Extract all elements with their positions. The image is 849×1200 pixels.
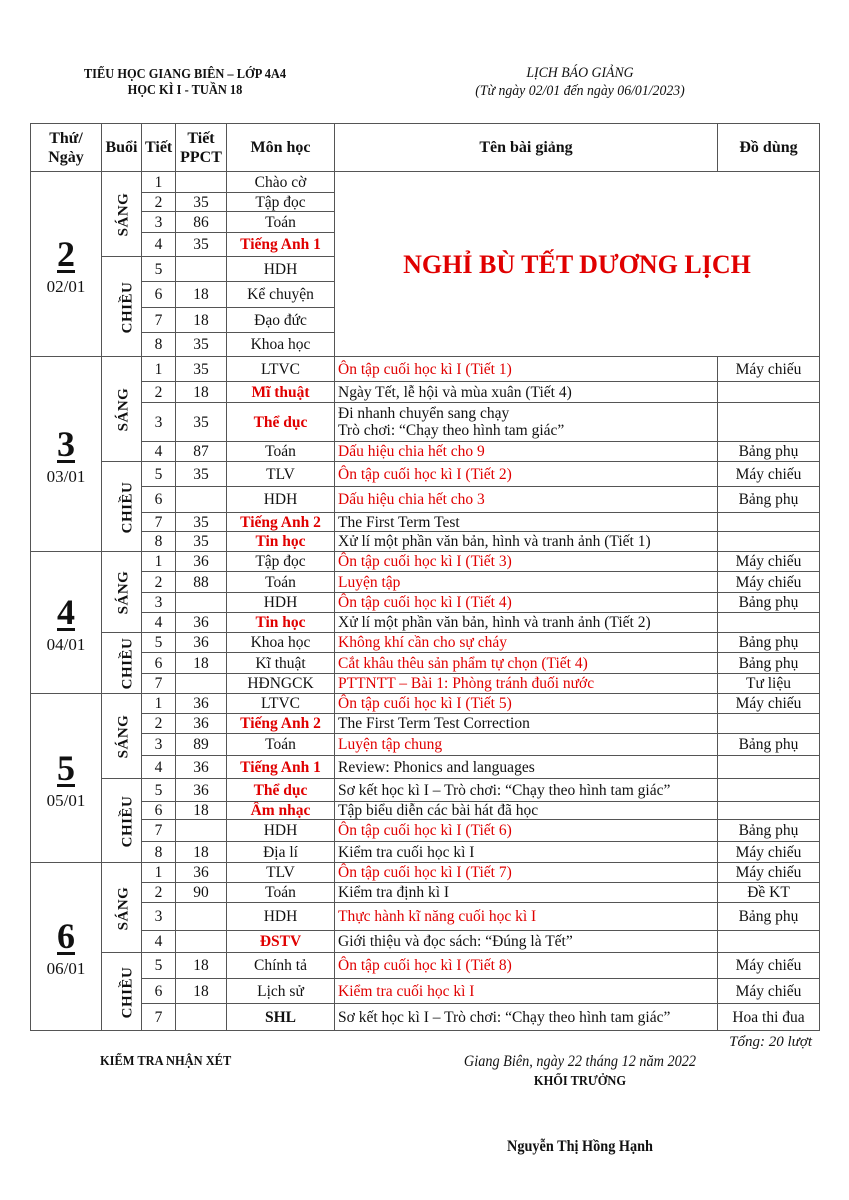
period-cell: 3	[142, 903, 176, 931]
ppct-cell: 35	[176, 193, 227, 212]
ppct-cell: 87	[176, 442, 227, 462]
subject-cell: Khoa học	[227, 633, 335, 653]
equipment-cell	[718, 613, 820, 633]
lesson-cell	[335, 357, 718, 382]
subject-cell: LTVC	[227, 357, 335, 382]
ppct-cell	[176, 820, 227, 842]
table-row	[31, 593, 820, 613]
subject-cell: SHL	[227, 1004, 335, 1031]
subject-cell: Lịch sử	[227, 979, 335, 1004]
ppct-cell: 90	[176, 883, 227, 903]
lesson-cell	[335, 532, 718, 552]
lesson-text: Sơ kết học kì I – Trò chơi: “Chạy theo hình tam giác”	[338, 781, 671, 799]
period-cell: 3	[142, 734, 176, 756]
subject-cell: LTVC	[227, 694, 335, 714]
period-cell: 1	[142, 863, 176, 883]
session-label: CHIỀU	[119, 281, 136, 333]
period-cell: 6	[142, 653, 176, 674]
place-date: Giang Biên, ngày 22 tháng 12 năm 2022	[463, 1053, 697, 1070]
subject-cell: Tiếng Anh 2	[227, 714, 335, 734]
ppct-cell	[176, 172, 227, 193]
col-header-session: Buổi	[102, 124, 142, 172]
lesson-text: Cắt khâu thêu sản phẩm tự chọn (Tiết 4)	[338, 654, 588, 672]
lesson-text: PTTNTT – Bài 1: Phòng tránh đuối nước	[338, 675, 595, 692]
lesson-cell	[335, 633, 718, 653]
lesson-text: Thực hành kĩ năng cuối học kì I	[338, 908, 537, 925]
lesson-cell	[335, 820, 718, 842]
term-week: HỌC KÌ I - TUẦN 18	[127, 82, 243, 97]
day-cell	[31, 357, 102, 552]
equipment-cell	[718, 714, 820, 734]
table-row	[31, 694, 820, 714]
equipment-cell: Máy chiếu	[718, 863, 820, 883]
equipment-cell	[718, 779, 820, 802]
ppct-cell: 36	[176, 756, 227, 779]
subject-cell: TLV	[227, 863, 335, 883]
table-row	[31, 653, 820, 674]
date-range: (Từ ngày 02/01 đến ngày 06/01/2023)	[475, 83, 685, 99]
lesson-text: Luyện tập	[338, 573, 401, 591]
ppct-cell	[176, 257, 227, 282]
equipment-cell	[718, 931, 820, 953]
period-cell: 8	[142, 532, 176, 552]
equipment-cell	[718, 513, 820, 532]
lesson-text-line2: Trò chơi: “Chạy theo hình tam giác”	[338, 422, 565, 439]
equipment-cell: Máy chiếu	[718, 842, 820, 863]
period-cell: 2	[142, 193, 176, 212]
subject-cell: Toán	[227, 734, 335, 756]
equipment-cell: Máy chiếu	[718, 462, 820, 487]
lesson-cell	[335, 734, 718, 756]
ppct-cell: 35	[176, 462, 227, 487]
equipment-cell	[718, 532, 820, 552]
period-cell: 8	[142, 333, 176, 357]
lesson-cell	[335, 572, 718, 593]
col-header-day: Thứ/ Ngày	[31, 124, 102, 172]
lesson-text: Ôn tập cuối học kì I (Tiết 7)	[338, 864, 512, 881]
schedule-title: LỊCH BÁO GIẢNG	[526, 65, 634, 81]
session-label: SÁNG	[115, 192, 132, 237]
lesson-cell	[335, 403, 718, 442]
session-label: SÁNG	[115, 714, 132, 759]
equipment-cell: Bảng phụ	[718, 593, 820, 613]
ppct-cell: 35	[176, 513, 227, 532]
table-row	[31, 442, 820, 462]
lesson-cell	[335, 953, 718, 979]
ppct-cell	[176, 931, 227, 953]
subject-cell: Tin học	[227, 613, 335, 633]
period-cell: 4	[142, 756, 176, 779]
subject-cell: HDH	[227, 257, 335, 282]
subject-cell: TLV	[227, 462, 335, 487]
ppct-cell: 89	[176, 734, 227, 756]
lesson-cell	[335, 756, 718, 779]
subject-cell: HDH	[227, 820, 335, 842]
period-cell: 4	[142, 613, 176, 633]
day-number: 3	[57, 423, 75, 464]
period-cell: 6	[142, 802, 176, 820]
total-count: Tổng: 20 lượt	[729, 1034, 812, 1050]
table-row	[31, 487, 820, 513]
signer-role: KHỐI TRƯỞNG	[533, 1073, 627, 1088]
lesson-text: Ôn tập cuối học kì I (Tiết 8)	[338, 957, 512, 974]
ppct-cell: 36	[176, 714, 227, 734]
period-cell: 1	[142, 552, 176, 572]
subject-cell: HDH	[227, 903, 335, 931]
period-cell: 5	[142, 633, 176, 653]
lesson-cell	[335, 714, 718, 734]
lesson-text: Kiểm tra định kì I	[338, 884, 450, 901]
session-label: SÁNG	[115, 570, 132, 615]
subject-cell: HĐNGCK	[227, 674, 335, 694]
subject-cell: ĐSTV	[227, 931, 335, 953]
table-row	[31, 674, 820, 694]
lesson-cell	[335, 779, 718, 802]
school-name: TIỂU HỌC GIANG BIÊN – LỚP 4A4	[83, 66, 287, 81]
lesson-cell	[335, 903, 718, 931]
period-cell: 1	[142, 172, 176, 193]
ppct-cell	[176, 903, 227, 931]
equipment-cell	[718, 403, 820, 442]
table-row	[31, 572, 820, 593]
table-row	[31, 513, 820, 532]
ppct-cell: 18	[176, 653, 227, 674]
session-afternoon	[102, 633, 142, 694]
period-cell: 2	[142, 714, 176, 734]
day-cell	[31, 172, 102, 357]
equipment-cell: Đề KT	[718, 883, 820, 903]
col-header-ppct: Tiết PPCT	[176, 124, 227, 172]
day-date: 05/01	[46, 790, 86, 810]
period-cell: 5	[142, 953, 176, 979]
session-morning	[102, 357, 142, 462]
lesson-text: Ôn tập cuối học kì I (Tiết 4)	[338, 594, 512, 611]
equipment-cell: Bảng phụ	[718, 653, 820, 674]
table-row	[31, 756, 820, 779]
lesson-cell	[335, 442, 718, 462]
equipment-cell: Máy chiếu	[718, 357, 820, 382]
lesson-text: Ôn tập cuối học kì I (Tiết 5)	[338, 695, 512, 712]
period-cell: 4	[142, 442, 176, 462]
subject-cell: Tiếng Anh 1	[227, 756, 335, 779]
period-cell: 8	[142, 842, 176, 863]
subject-cell: Toán	[227, 883, 335, 903]
ppct-cell: 18	[176, 382, 227, 403]
equipment-cell	[718, 756, 820, 779]
table-row	[31, 883, 820, 903]
table-row	[31, 382, 820, 403]
equipment-cell: Bảng phụ	[718, 903, 820, 931]
period-cell: 7	[142, 308, 176, 333]
lesson-cell	[335, 462, 718, 487]
ppct-cell: 35	[176, 403, 227, 442]
equipment-cell: Bảng phụ	[718, 487, 820, 513]
session-afternoon	[102, 953, 142, 1031]
period-cell: 4	[142, 931, 176, 953]
subject-cell: Kể chuyện	[227, 282, 335, 308]
session-label: CHIỀU	[119, 481, 136, 533]
session-label: CHIỀU	[119, 795, 136, 847]
day-date: 06/01	[46, 959, 86, 978]
lesson-cell	[335, 979, 718, 1004]
lesson-cell	[335, 382, 718, 403]
equipment-cell: Máy chiếu	[718, 572, 820, 593]
table-row	[31, 552, 820, 572]
subject-cell: Thể dục	[227, 403, 335, 442]
lesson-text: Kiểm tra cuối học kì I	[338, 982, 475, 1000]
period-cell: 3	[142, 212, 176, 233]
session-label: CHIỀU	[119, 966, 136, 1018]
subject-cell: Đạo đức	[227, 308, 335, 333]
period-cell: 7	[142, 820, 176, 842]
equipment-cell: Tư liệu	[718, 674, 820, 694]
lesson-text: The First Term Test Correction	[338, 715, 530, 732]
session-label: SÁNG	[115, 886, 132, 930]
subject-cell: Toán	[227, 212, 335, 233]
ppct-cell: 36	[176, 779, 227, 802]
lesson-text: Giới thiệu và đọc sách: “Đúng là Tết”	[338, 933, 573, 950]
table-row	[31, 1004, 820, 1031]
signer-name: Nguyễn Thị Hồng Hạnh	[507, 1138, 653, 1155]
subject-cell: HDH	[227, 487, 335, 513]
ppct-cell: 35	[176, 532, 227, 552]
table-row	[31, 734, 820, 756]
ppct-cell: 18	[176, 308, 227, 333]
lesson-text: Tập biểu diễn các bài hát đã học	[338, 802, 539, 819]
ppct-cell: 36	[176, 694, 227, 714]
period-cell: 5	[142, 257, 176, 282]
ppct-cell: 18	[176, 953, 227, 979]
lesson-text: Ôn tập cuối học kì I (Tiết 2)	[338, 465, 512, 483]
ppct-cell	[176, 593, 227, 613]
day-cell	[31, 694, 102, 863]
lesson-cell	[335, 883, 718, 903]
ppct-cell	[176, 487, 227, 513]
subject-cell: Tập đọc	[227, 552, 335, 572]
subject-cell: Tiếng Anh 1	[227, 233, 335, 257]
ppct-cell: 88	[176, 572, 227, 593]
lesson-cell	[335, 593, 718, 613]
lesson-text: Luyện tập chung	[338, 736, 443, 753]
day-cell	[31, 552, 102, 694]
equipment-cell: Máy chiếu	[718, 552, 820, 572]
lesson-text: Ngày Tết, lễ hội và mùa xuân (Tiết 4)	[338, 383, 572, 401]
ppct-cell	[176, 674, 227, 694]
period-cell: 7	[142, 674, 176, 694]
day-number: 2	[57, 233, 75, 274]
table-row	[31, 979, 820, 1004]
lesson-text: Đi nhanh chuyển sang chạy	[338, 405, 510, 422]
session-afternoon	[102, 257, 142, 357]
equipment-cell: Bảng phụ	[718, 633, 820, 653]
ppct-cell: 35	[176, 333, 227, 357]
session-afternoon	[102, 462, 142, 552]
session-label: SÁNG	[115, 387, 132, 432]
subject-cell: Khoa học	[227, 333, 335, 357]
table-row	[31, 403, 820, 442]
period-cell: 6	[142, 487, 176, 513]
lesson-text: The First Term Test	[338, 513, 460, 531]
ppct-cell: 36	[176, 552, 227, 572]
period-cell: 7	[142, 1004, 176, 1031]
day-date: 04/01	[46, 635, 86, 654]
period-cell: 2	[142, 572, 176, 593]
table-row	[31, 802, 820, 820]
lesson-cell	[335, 931, 718, 953]
subject-cell: Chào cờ	[227, 172, 335, 193]
table-row	[31, 714, 820, 734]
day-date: 03/01	[46, 466, 86, 486]
period-cell: 1	[142, 357, 176, 382]
table-row	[31, 357, 820, 382]
period-cell: 2	[142, 382, 176, 403]
day-date: 02/01	[46, 276, 86, 296]
table-row	[31, 863, 820, 883]
equipment-cell: Máy chiếu	[718, 953, 820, 979]
table-header-row	[31, 124, 820, 172]
ppct-cell: 36	[176, 613, 227, 633]
ppct-cell: 86	[176, 212, 227, 233]
ppct-cell: 36	[176, 863, 227, 883]
lesson-text: Ôn tập cuối học kì I (Tiết 6)	[338, 822, 512, 839]
equipment-cell	[718, 382, 820, 403]
table-row	[31, 633, 820, 653]
subject-cell: Tin học	[227, 532, 335, 552]
period-cell: 6	[142, 979, 176, 1004]
ppct-cell: 18	[176, 979, 227, 1004]
table-row	[31, 931, 820, 953]
period-cell: 3	[142, 593, 176, 613]
subject-cell: Toán	[227, 442, 335, 462]
session-morning	[102, 172, 142, 257]
table-row	[31, 903, 820, 931]
table-row	[31, 842, 820, 863]
lesson-cell	[335, 802, 718, 820]
equipment-cell	[718, 802, 820, 820]
day-number: 5	[57, 747, 75, 788]
ppct-cell: 18	[176, 842, 227, 863]
table-row	[31, 462, 820, 487]
lesson-text: Xử lí một phần văn bản, hình và tranh ảnh (Tiết 2)	[338, 614, 651, 631]
period-cell: 4	[142, 233, 176, 257]
period-cell: 3	[142, 403, 176, 442]
table-row	[31, 779, 820, 802]
subject-cell: Tập đọc	[227, 193, 335, 212]
table-row	[31, 953, 820, 979]
period-cell: 5	[142, 779, 176, 802]
lesson-cell	[335, 1004, 718, 1031]
session-afternoon	[102, 779, 142, 863]
ppct-cell	[176, 1004, 227, 1031]
period-cell: 2	[142, 883, 176, 903]
equipment-cell: Bảng phụ	[718, 734, 820, 756]
lesson-cell	[335, 863, 718, 883]
subject-cell: Tiếng Anh 2	[227, 513, 335, 532]
table-row	[31, 613, 820, 633]
ppct-cell: 35	[176, 233, 227, 257]
period-cell: 6	[142, 282, 176, 308]
lesson-text: Xử lí một phần văn bản, hình và tranh ảnh (Tiết 1)	[338, 533, 651, 550]
col-header-equipment: Đồ dùng	[718, 124, 820, 172]
col-header-period: Tiết	[142, 124, 176, 172]
subject-cell: Thể dục	[227, 779, 335, 802]
session-morning	[102, 694, 142, 779]
subject-cell: Âm nhạc	[227, 802, 335, 820]
lesson-cell	[335, 674, 718, 694]
table-row	[31, 820, 820, 842]
equipment-cell: Bảng phụ	[718, 820, 820, 842]
subject-cell: HDH	[227, 593, 335, 613]
lesson-text: Ôn tập cuối học kì I (Tiết 1)	[338, 360, 512, 378]
period-cell: 7	[142, 513, 176, 532]
table-row	[31, 172, 820, 193]
lesson-text: Review: Phonics and languages	[338, 758, 535, 776]
lesson-cell	[335, 513, 718, 532]
schedule-table	[30, 123, 820, 1031]
col-header-subject: Môn học	[227, 124, 335, 172]
session-label: CHIỀU	[119, 637, 136, 690]
lesson-text: Không khí cần cho sự cháy	[338, 634, 507, 651]
holiday-banner: NGHỈ BÙ TẾT DƯƠNG LỊCH	[335, 172, 820, 357]
subject-cell: Kĩ thuật	[227, 653, 335, 674]
ppct-cell: 18	[176, 802, 227, 820]
equipment-cell: Máy chiếu	[718, 979, 820, 1004]
lesson-cell	[335, 653, 718, 674]
col-header-lesson: Tên bài giảng	[335, 124, 718, 172]
ppct-cell: 18	[176, 282, 227, 308]
subject-cell: Toán	[227, 572, 335, 593]
ppct-cell: 35	[176, 357, 227, 382]
table-row	[31, 532, 820, 552]
lesson-cell	[335, 613, 718, 633]
day-number: 4	[57, 592, 75, 632]
lesson-cell	[335, 842, 718, 863]
period-cell: 1	[142, 694, 176, 714]
lesson-text: Dấu hiệu chia hết cho 9	[338, 443, 485, 460]
equipment-cell: Hoa thi đua	[718, 1004, 820, 1031]
lesson-text: Dấu hiệu chia hết cho 3	[338, 491, 485, 508]
equipment-cell: Máy chiếu	[718, 694, 820, 714]
lesson-cell	[335, 694, 718, 714]
lesson-cell	[335, 552, 718, 572]
review-label: KIỂM TRA NHẬN XÉT	[100, 1053, 232, 1068]
lesson-cell	[335, 487, 718, 513]
school-header	[52, 66, 319, 98]
session-morning	[102, 863, 142, 953]
equipment-cell: Bảng phụ	[718, 442, 820, 462]
day-number: 6	[57, 916, 75, 956]
subject-cell: Địa lí	[227, 842, 335, 863]
day-cell	[31, 863, 102, 1031]
subject-cell: Mĩ thuật	[227, 382, 335, 403]
ppct-cell: 36	[176, 633, 227, 653]
lesson-text: Kiểm tra cuối học kì I	[338, 843, 475, 861]
session-morning	[102, 552, 142, 633]
schedule-header	[433, 64, 727, 100]
lesson-text: Ôn tập cuối học kì I (Tiết 3)	[338, 553, 512, 570]
period-cell: 5	[142, 462, 176, 487]
lesson-text: Sơ kết học kì I – Trò chơi: “Chạy theo hình tam giác”	[338, 1008, 671, 1026]
subject-cell: Chính tả	[227, 953, 335, 979]
